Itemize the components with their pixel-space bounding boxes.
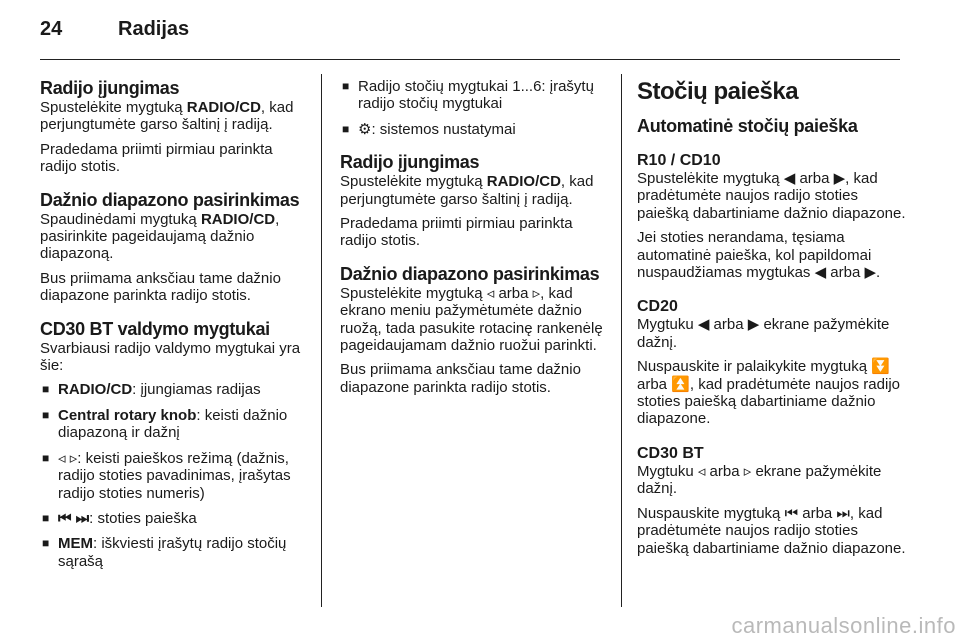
paragraph: Mygtuku ◃ arba ▹ ekrane pažymėkite dažnį.: [637, 462, 882, 498]
list-item: ■ ⚙: sistemos nustatymai: [340, 121, 612, 138]
section-heading: Dažnio diapazono pasirinkimas: [40, 189, 300, 210]
paragraph: Nuspauskite mygtuką ⏮ arba ⏭, kad pradėtumėte naujos radijo stoties paiešką dabartiniame dažnio diapazone.: [637, 504, 906, 557]
column-divider-1: [321, 74, 322, 607]
watermark: carmanualsonline.info: [731, 613, 956, 638]
paragraph: Svarbiausi radijo valdymo mygtukai yra šie:: [40, 339, 301, 375]
paragraph: Spaudinėdami mygtuką RADIO/CD, pasirinkite pageidaujamą dažnio diapazoną.: [40, 210, 280, 263]
paragraph: Spustelėkite mygtuką ◃ arba ▹, kad ekrano meniu pažymėtumėte dažnio ruožą, tada pasukite rotacinę rankenėlę pageidaujamam dažnio ruožui parinkti.: [340, 284, 603, 355]
page-title: Radijas: [118, 18, 190, 40]
column-2: [340, 78, 612, 403]
list-item: ■ Radijo stočių mygtukai 1...6: įrašytų radijo stočių mygtukai: [340, 78, 612, 113]
column-divider-2: [621, 74, 622, 607]
skip-buttons-icon: ⏮ ⏭: [58, 509, 90, 527]
column-1: [40, 78, 312, 578]
list-item: ■ Central rotary knob: keisti dažnio diapazoną ir dažnį: [40, 407, 312, 442]
paragraph: Bus priimama anksčiau tame dažnio diapazone parinkta radijo stotis.: [40, 269, 281, 305]
section-heading: Radijo įjungimas: [340, 152, 480, 173]
header-rule: [40, 59, 900, 60]
chapter-title: Stočių paieška: [637, 78, 799, 105]
list-item: ■ ⏮ ⏭: stoties paieška: [40, 510, 312, 527]
list-item: ■ RADIO/CD: įjungiamas radijas: [40, 381, 312, 398]
list-item: ■ MEM: iškviesti įrašytų radijo stočių sąrašą: [40, 535, 312, 570]
list-item: ■ ◃ ▹: keisti paieškos režimą (dažnis, radijo stoties pavadinimas, įrašytas radijo stoties numeris): [40, 450, 312, 502]
bullet-list: [40, 381, 312, 570]
column-3: [637, 78, 907, 564]
paragraph: Bus priimama anksčiau tame dažnio diapazone parinkta radijo stotis.: [340, 361, 581, 396]
paragraph: Spustelėkite mygtuką RADIO/CD, kad perjungtumėte garso šaltinį į radiją.: [40, 99, 294, 134]
paragraph: Pradedama priimti pirmiau parinkta radijo stotis.: [40, 140, 273, 176]
paragraph: Spustelėkite mygtuką ◀ arba ▶, kad pradėtumėte naujos radijo stoties paiešką dabartiniame dažnio diapazone.: [637, 170, 906, 222]
page-number: 24: [40, 18, 63, 40]
paragraph: Nuspauskite ir palaikykite mygtuką ⏬ arba ⏫, kad pradėtumėte naujos radijo stoties paiešką dabartiniame dažnio diapazone.: [637, 358, 900, 428]
model-heading: CD30 BT: [637, 444, 704, 462]
section-heading: Dažnio diapazono pasirinkimas: [340, 263, 600, 284]
subsection-heading: Automatinė stočių paieška: [637, 116, 858, 136]
paragraph: Pradedama priimti pirmiau parinkta radijo stotis.: [340, 215, 573, 250]
model-heading: CD20: [637, 298, 678, 316]
paragraph: Jei stoties nerandama, tęsiama automatinė paieška, kol papildomai nuspaudžiamas mygtukas ◀ arba ▶.: [637, 229, 881, 282]
section-heading: CD30 BT valdymo mygtukai: [40, 318, 270, 339]
section-heading: Radijo įjungimas: [40, 78, 180, 98]
seek-arrows-icon: ◃ ▹: [58, 449, 78, 467]
paragraph: Spustelėkite mygtuką RADIO/CD, kad perjungtumėte garso šaltinį į radiją.: [340, 173, 594, 208]
model-heading: R10 / CD10: [637, 152, 721, 169]
bullet-list: [340, 78, 612, 138]
paragraph: Mygtuku ◀ arba ▶ ekrane pažymėkite dažnį.: [637, 316, 890, 351]
